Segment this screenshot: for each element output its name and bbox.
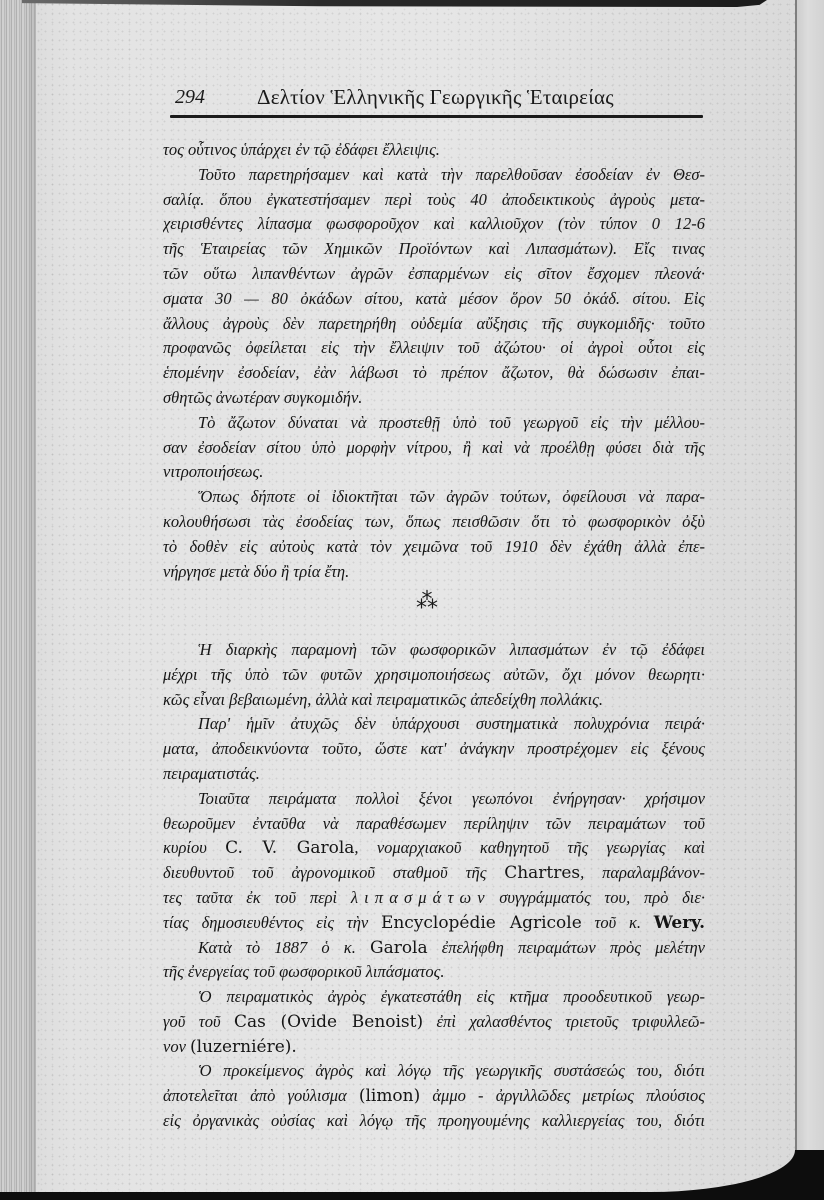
text-line: μέχρι τῆς ὑπὸ τῶν φυτῶν χρησιμοποιήσεως αὐτῶν, ὄχι μόνον θεωρητι· xyxy=(163,664,705,684)
paragraph xyxy=(163,411,705,485)
text-line: χειρισθέντες λίπασμα φωσφοροῦχον καὶ καλλιοῦχον (τὸν τύπον 0 12-6 xyxy=(163,214,705,234)
text-line: Παρ' ἡμῖν ἀτυχῶς δὲν ὑπάρχουσι συστηματικὰ πολυχρόνια πειρά· xyxy=(198,714,705,734)
book-binding-edge xyxy=(0,0,36,1192)
french-term: (luzerniére) xyxy=(190,1036,292,1057)
text-line: θεωροῦμεν ἐνταῦθα νὰ παραθέσωμεν περίληψιν τῶν πειραμάτων τοῦ xyxy=(163,813,705,833)
place-name: Chartres xyxy=(504,863,581,884)
text-line xyxy=(163,861,705,886)
person-name: Cas (Ovide Benoist) xyxy=(233,1011,424,1032)
text-segment: . xyxy=(291,1036,297,1057)
paragraph xyxy=(163,1059,705,1133)
text-segment: ἀποτελεῖται ἀπὸ γούλισμα xyxy=(163,1086,359,1106)
text-line: σαν ἐσοδείαν σίτου ὑπὸ μορφὴν νίτρου, ἢ καὶ νὰ προέλθῃ φύσει διὰ τῆς xyxy=(163,437,705,457)
text-line: Ὁ πειραματικὸς ἀγρὸς ἐγκατεστάθη εἰς κτῆμα προοδευτικοῦ γεωρ- xyxy=(198,987,705,1007)
text-line: σματα 30 — 80 ὀκάδων σίτου, κατὰ μέσον ὅρον 50 ὀκάδ. σίτου. Εἰς xyxy=(163,288,705,308)
text-line xyxy=(163,886,705,911)
text-line: Ὅπως δήποτε οἱ ἰδιοκτῆται τῶν ἀγρῶν τούτων, ὀφείλουσι νὰ παρα- xyxy=(198,487,705,507)
text-segment: τες ταῦτα ἐκ τοῦ περὶ xyxy=(163,887,351,907)
paragraph xyxy=(163,638,705,712)
text-line: προφανῶς ὀφείλεται εἰς τὴν ἔλλειψιν τοῦ ἀζώτου· οἱ ἀγροὶ οὗτοι εἰς xyxy=(163,338,705,358)
text-segment: διευθυντοῦ τοῦ ἀγρονομικοῦ σταθμοῦ τῆς xyxy=(163,863,505,883)
text-line xyxy=(163,836,705,861)
paragraph xyxy=(163,712,705,786)
text-line: κῶς εἶναι βεβαιωμένη, ἀλλὰ καὶ πειραματικῶς ἀπεδείχθη πολλάκις. xyxy=(163,689,603,709)
text-segment: κυρίου xyxy=(163,838,226,858)
page-body xyxy=(163,138,705,1134)
spaced-word: λ ι π α σ μ ά τ ω ν xyxy=(350,887,486,907)
text-line xyxy=(163,1084,705,1109)
text-segment: Κατὰ τὸ 1887 ὁ κ. xyxy=(198,937,370,957)
asterism-separator: ⁂ xyxy=(416,589,438,615)
text-line: πειραματιστάς. xyxy=(163,763,260,783)
text-line: νήργησε μετὰ δύο ἢ τρία ἔτη. xyxy=(163,561,350,581)
person-name: Wery. xyxy=(653,912,705,933)
text-segment: , παραλαμβάνον- xyxy=(580,863,705,883)
text-segment: νον xyxy=(163,1036,191,1056)
publication-title: Encyclopédie Agricole xyxy=(380,912,582,933)
text-line xyxy=(163,936,705,961)
person-name: C. V. Garola xyxy=(225,838,355,859)
text-line xyxy=(163,1010,705,1035)
text-segment: ἐπὶ χαλασθέντος τριετοῦς τριφυλλεῶ- xyxy=(423,1011,705,1031)
text-line: ματα, ἀποδεικνύοντα τοῦτο, ὥστε κατ' ἀνάγκην προστρέχομεν εἰς ξένους xyxy=(163,739,705,759)
text-segment: γοῦ τοῦ xyxy=(163,1011,234,1031)
text-segment: συγγράμματός του, πρὸ διε· xyxy=(485,887,705,907)
text-line xyxy=(163,1035,705,1060)
page-top-shadow xyxy=(22,0,767,7)
text-line: τος οὗτινος ὑπάρχει ἐν τῷ ἐδάφει ἔλλειψις. xyxy=(163,140,440,159)
text-segment: ἐπελήφθη πειραμάτων πρὸς μελέτην xyxy=(427,937,705,957)
text-line: σαλίᾳ. ὅπου ἐγκατεστήσαμεν περὶ τοὺς 40 ἀποδεικτικοὺς ἀγροὺς μετα- xyxy=(163,189,705,209)
text-segment: τοῦ κ. xyxy=(581,912,654,932)
paragraph xyxy=(163,163,705,411)
text-line: Τὸ ἄζωτον δύναται νὰ προστεθῇ ὑπὸ τοῦ γεωργοῦ εἰς τὴν μέλλου- xyxy=(198,412,705,432)
running-title: Δελτίον Ἑλληνικῆς Γεωργικῆς Ἑταιρείας xyxy=(257,85,614,109)
text-line: ἄλλους ἀγροὺς δὲν παρετηρήθη οὐδεμία αὔξησις τῆς συγκομιδῆς· τοῦτο xyxy=(163,313,705,333)
paragraph xyxy=(163,138,705,163)
text-line xyxy=(163,911,705,936)
text-line: Τοῦτο παρετηρήσαμεν καὶ κατὰ τὴν παρελθοῦσαν ἐσοδείαν ἐν Θεσ- xyxy=(198,164,705,184)
text-line: σθητῶς ἀνωτέραν συγκομιδήν. xyxy=(163,387,363,407)
header-rule xyxy=(170,115,703,118)
text-line: νιτροποιήσεως. xyxy=(163,462,264,482)
text-line: εἰς ὀργανικὰς οὐσίας καὶ λόγῳ τῆς προηγουμένης καλλιεργείας του, διότι xyxy=(163,1111,705,1131)
person-name: Garola xyxy=(370,937,428,958)
paragraph xyxy=(163,485,705,584)
text-segment: , νομαρχιακοῦ καθηγητοῦ τῆς γεωργίας καὶ xyxy=(354,838,705,858)
text-line: τῶν οὕτω λιπανθέντων ἀγρῶν ἐσπαρμένων εἰς σῖτον ἔσχομεν πλεονά· xyxy=(163,263,705,283)
text-line: κολουθήσωσι τὰς ἐσοδείας των, ὅπως πεισθῶσιν ὅτι τὸ φωσφορικὸν ὀξὺ xyxy=(163,511,705,531)
text-line: Ἡ διαρκὴς παραμονὴ τῶν φωσφορικῶν λιπασμάτων ἐν τῷ ἐδάφει xyxy=(198,639,705,659)
page-number: 294 xyxy=(175,86,205,108)
text-line: Τοιαῦτα πειράματα πολλοὶ ξένοι γεωπόνοι ἐνήργησαν· χρήσιμον xyxy=(198,788,705,808)
text-line: τῆς ἐνεργείας τοῦ φωσφορικοῦ λιπάσματος. xyxy=(163,962,445,982)
adjacent-page-edge xyxy=(795,0,824,1150)
text-line: τὸ δοθὲν εἰς αὐτοὺς κατὰ τὸν χειμῶνα τοῦ 1910 δὲν ἐχάθη ἀλλὰ ἐπε- xyxy=(163,536,705,556)
text-line: Ὁ προκείμενος ἀγρὸς καὶ λόγῳ τῆς γεωργικῆς συστάσεώς του, διότι xyxy=(198,1061,705,1081)
paragraph xyxy=(163,936,705,986)
text-segment: ἀμμο - ἀργιλλῶδες μετρίως πλούσιος xyxy=(420,1086,705,1106)
text-segment: τίας δημοσιευθέντος εἰς τὴν xyxy=(163,912,381,932)
french-term: (limon) xyxy=(358,1086,421,1107)
text-line: ἑπομένην ἐσοδείαν, ἐὰν λάβωσι τὸ πρέπον ἄζωτον, θὰ δώσωσιν ἐπαι- xyxy=(163,363,705,383)
paragraph xyxy=(163,787,705,936)
text-line: τῆς Ἑταιρείας τῶν Χημικῶν Προϊόντων καὶ Λιπασμάτων). Εἴς τινας xyxy=(163,239,705,259)
paragraph xyxy=(163,985,705,1059)
